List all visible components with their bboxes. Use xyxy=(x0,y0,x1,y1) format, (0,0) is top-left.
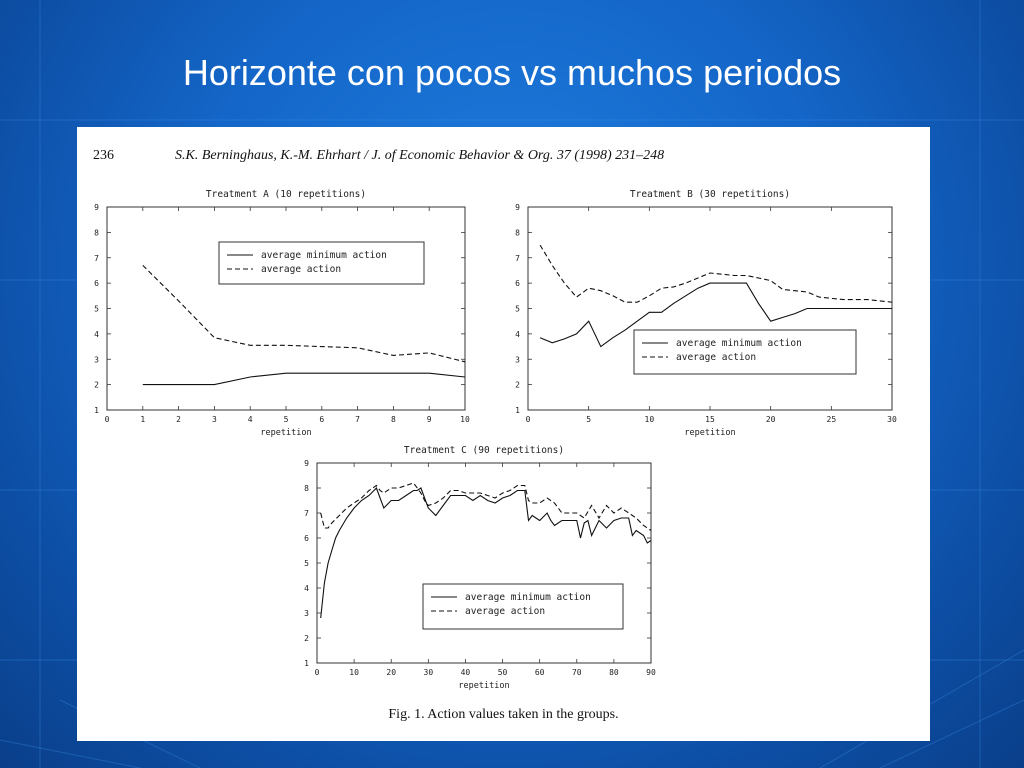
x-tick-label: 90 xyxy=(646,668,656,677)
y-tick-label: 5 xyxy=(94,304,99,314)
x-tick-label: 8 xyxy=(390,415,396,424)
legend-label: average action xyxy=(261,264,342,275)
figure-caption: Fig. 1. Action values taken in the groups. xyxy=(388,707,619,722)
figure-panel xyxy=(77,127,930,741)
y-tick-label: 3 xyxy=(94,355,99,365)
x-tick-label: 3 xyxy=(211,415,217,424)
y-tick-label: 7 xyxy=(94,253,99,263)
legend-label: average action xyxy=(676,352,757,363)
y-tick-label: 5 xyxy=(515,304,520,314)
series-line-average-minimum-action xyxy=(143,373,465,384)
y-tick-label: 8 xyxy=(304,484,309,493)
x-tick-label: 30 xyxy=(887,415,897,424)
x-tick-label: 50 xyxy=(497,668,508,677)
slide-title: Horizonte con pocos vs muchos periodos xyxy=(182,52,842,93)
x-tick-label: 10 xyxy=(460,415,470,424)
y-tick-label: 4 xyxy=(94,329,99,339)
chart-treatment-b xyxy=(502,185,922,443)
legend-label: average minimum action xyxy=(676,338,802,349)
x-tick-label: 0 xyxy=(525,415,531,424)
x-tick-label: 80 xyxy=(609,668,619,677)
x-axis-label: repetition xyxy=(458,681,510,691)
y-tick-label: 6 xyxy=(94,279,99,289)
y-tick-label: 9 xyxy=(304,459,309,468)
x-tick-label: 20 xyxy=(386,668,397,677)
legend-label: average minimum action xyxy=(261,250,387,261)
x-tick-label: 60 xyxy=(534,668,545,677)
y-tick-label: 8 xyxy=(515,228,520,238)
y-tick-label: 8 xyxy=(94,228,99,238)
x-tick-label: 5 xyxy=(283,415,289,424)
y-tick-label: 2 xyxy=(304,634,309,643)
x-tick-label: 6 xyxy=(319,415,325,424)
x-tick-label: 0 xyxy=(104,415,110,424)
x-tick-label: 2 xyxy=(176,415,182,424)
x-tick-label: 70 xyxy=(571,668,582,677)
y-tick-label: 7 xyxy=(515,253,520,263)
x-tick-label: 9 xyxy=(426,415,432,424)
page-number: 236 xyxy=(93,148,114,163)
x-tick-label: 4 xyxy=(247,415,253,424)
x-tick-label: 25 xyxy=(826,415,837,424)
chart-title: Treatment A (10 repetitions) xyxy=(205,189,367,200)
x-tick-label: 0 xyxy=(314,668,320,677)
x-tick-label: 1 xyxy=(140,415,146,424)
legend-box xyxy=(219,242,424,284)
running-head: S.K. Berninghaus, K.-M. Ehrhart / J. of Economic Behavior & Org. 37 (1998) 231–248 xyxy=(175,148,665,163)
y-tick-label: 7 xyxy=(304,509,309,518)
y-tick-label: 1 xyxy=(304,659,309,668)
chart-title: Treatment C (90 repetitions) xyxy=(403,445,565,456)
plot-frame xyxy=(317,463,651,663)
legend-label: average action xyxy=(465,606,546,617)
x-axis-label: repetition xyxy=(684,428,736,438)
y-tick-label: 6 xyxy=(515,279,520,289)
y-tick-label: 3 xyxy=(515,355,520,365)
x-axis-label: repetition xyxy=(260,428,312,438)
plot-frame xyxy=(107,207,465,410)
y-tick-label: 2 xyxy=(515,380,520,390)
chart-treatment-c xyxy=(287,441,687,691)
y-tick-label: 1 xyxy=(515,406,520,415)
y-tick-label: 6 xyxy=(304,534,309,543)
y-tick-label: 9 xyxy=(515,203,520,212)
x-tick-label: 30 xyxy=(423,668,434,677)
x-tick-label: 15 xyxy=(705,415,715,424)
x-tick-label: 10 xyxy=(349,668,359,677)
x-tick-label: 20 xyxy=(765,415,776,424)
legend-label: average minimum action xyxy=(465,592,591,603)
y-tick-label: 5 xyxy=(304,559,309,568)
chart-title: Treatment B (30 repetitions) xyxy=(629,189,791,200)
y-tick-label: 4 xyxy=(515,329,520,339)
y-tick-label: 2 xyxy=(94,380,99,390)
chart-treatment-a xyxy=(77,185,487,443)
x-tick-label: 5 xyxy=(586,415,592,424)
y-tick-label: 1 xyxy=(94,406,99,415)
x-tick-label: 10 xyxy=(644,415,655,424)
y-tick-label: 9 xyxy=(94,203,99,212)
x-tick-label: 40 xyxy=(460,668,471,677)
series-line-average-action xyxy=(540,245,892,302)
x-tick-label: 7 xyxy=(355,415,361,424)
y-tick-label: 4 xyxy=(304,584,309,593)
y-tick-label: 3 xyxy=(304,609,309,618)
